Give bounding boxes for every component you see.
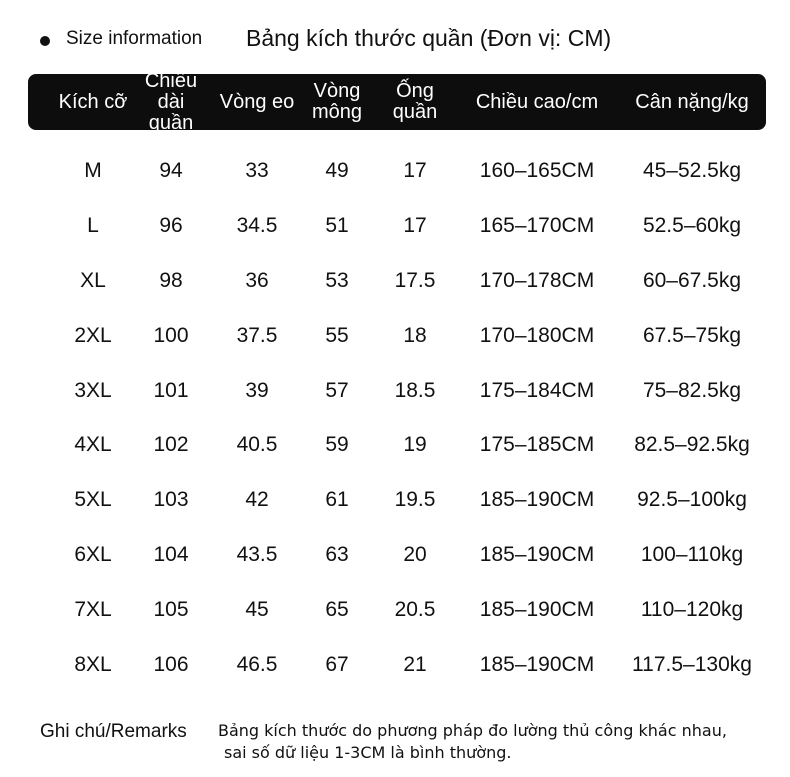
table-row [0, 637, 790, 692]
cell-waist: 40.5 [236, 433, 278, 457]
col-header-waist: Vòng eo [219, 90, 295, 113]
cell-waist: 33 [245, 159, 269, 183]
cell-height: 175–185CM [479, 433, 595, 457]
cell-waist: 46.5 [236, 652, 278, 676]
cell-length: 104 [153, 542, 189, 566]
remarks-line-1: Bảng kích thước do phương pháp đo lường thủ công khác nhau, [218, 721, 727, 740]
cell-length: 94 [159, 159, 183, 183]
col-header-height: Chiều cao/cm [475, 90, 599, 113]
cell-size: 7XL [74, 597, 112, 621]
cell-height: 160–165CM [479, 159, 595, 183]
cell-weight: 60–67.5kg [642, 268, 742, 292]
remarks-line-2: sai số dữ liệu 1-3CM là bình thường. [224, 743, 512, 762]
cell-weight: 117.5–130kg [632, 652, 752, 676]
cell-weight: 52.5–60kg [642, 214, 742, 238]
cell-height: 170–180CM [479, 323, 595, 347]
cell-size: 5XL [74, 488, 112, 512]
cell-weight: 45–52.5kg [642, 159, 742, 183]
cell-leg-opening: 18.5 [394, 378, 436, 402]
cell-length: 96 [159, 214, 183, 238]
cell-length: 103 [153, 488, 189, 512]
cell-height: 185–190CM [479, 542, 595, 566]
cell-hip: 67 [325, 652, 349, 676]
cell-size: 8XL [74, 652, 112, 676]
cell-height: 175–184CM [479, 378, 595, 402]
cell-waist: 34.5 [236, 214, 278, 238]
cell-size: XL [80, 268, 106, 292]
cell-height: 185–190CM [479, 597, 595, 621]
remarks-text [218, 720, 727, 764]
cell-length: 105 [153, 597, 189, 621]
col-header-leg-opening: Ống quần [392, 80, 438, 123]
cell-length: 98 [159, 268, 183, 292]
cell-waist: 36 [245, 268, 269, 292]
table-row [0, 582, 790, 637]
cell-leg-opening: 19 [403, 433, 427, 457]
cell-size: 4XL [74, 433, 112, 457]
size-info-label: Size information [66, 28, 203, 49]
bullet-icon [40, 36, 50, 46]
cell-hip: 59 [325, 433, 349, 457]
table-row [0, 418, 790, 473]
cell-length: 106 [153, 652, 189, 676]
col-header-weight: Cân nặng/kg [635, 90, 749, 113]
cell-hip: 51 [325, 214, 349, 238]
cell-hip: 57 [325, 378, 349, 402]
cell-height: 185–190CM [479, 488, 595, 512]
cell-hip: 49 [325, 159, 349, 183]
cell-hip: 63 [325, 542, 349, 566]
cell-waist: 37.5 [236, 323, 278, 347]
table-row [0, 363, 790, 418]
col-header-size: Kích cỡ [58, 90, 128, 113]
cell-leg-opening: 21 [403, 652, 427, 676]
cell-length: 102 [153, 433, 189, 457]
cell-size: 2XL [74, 323, 112, 347]
cell-length: 100 [153, 323, 189, 347]
table-row [0, 254, 790, 309]
table-row [0, 528, 790, 583]
cell-waist: 42 [245, 488, 269, 512]
cell-waist: 45 [245, 597, 269, 621]
cell-leg-opening: 17.5 [394, 268, 436, 292]
cell-leg-opening: 18 [403, 323, 427, 347]
cell-height: 185–190CM [479, 652, 595, 676]
cell-size: L [87, 214, 99, 238]
cell-size: 3XL [74, 378, 112, 402]
cell-hip: 65 [325, 597, 349, 621]
table-row [0, 308, 790, 363]
table-row [0, 144, 790, 199]
cell-size: M [84, 159, 102, 183]
col-header-hip: Vòng mông [311, 80, 363, 123]
cell-height: 165–170CM [479, 214, 595, 238]
table-row [0, 473, 790, 528]
table-row [0, 199, 790, 254]
cell-leg-opening: 20.5 [394, 597, 436, 621]
cell-weight: 67.5–75kg [642, 323, 742, 347]
cell-leg-opening: 17 [403, 159, 427, 183]
cell-weight: 75–82.5kg [642, 378, 742, 402]
table-body [0, 144, 790, 692]
col-header-length: Chiều dài quần [144, 69, 198, 134]
remarks-label: Ghi chú/Remarks [40, 721, 187, 742]
cell-leg-opening: 20 [403, 542, 427, 566]
cell-waist: 43.5 [236, 542, 278, 566]
title-bar [40, 24, 770, 60]
cell-length: 101 [153, 378, 189, 402]
cell-height: 170–178CM [479, 268, 595, 292]
cell-weight: 82.5–92.5kg [634, 433, 750, 457]
cell-size: 6XL [74, 542, 112, 566]
cell-weight: 110–120kg [640, 597, 744, 621]
cell-weight: 92.5–100kg [637, 488, 747, 512]
table-header [28, 69, 766, 134]
page-title: Bảng kích thước quần (Đơn vị: CM) [246, 25, 612, 51]
cell-waist: 39 [245, 378, 269, 402]
cell-hip: 55 [325, 323, 349, 347]
cell-leg-opening: 19.5 [394, 488, 436, 512]
cell-hip: 53 [325, 268, 349, 292]
cell-hip: 61 [325, 488, 349, 512]
cell-leg-opening: 17 [403, 214, 427, 238]
cell-weight: 100–110kg [640, 542, 744, 566]
